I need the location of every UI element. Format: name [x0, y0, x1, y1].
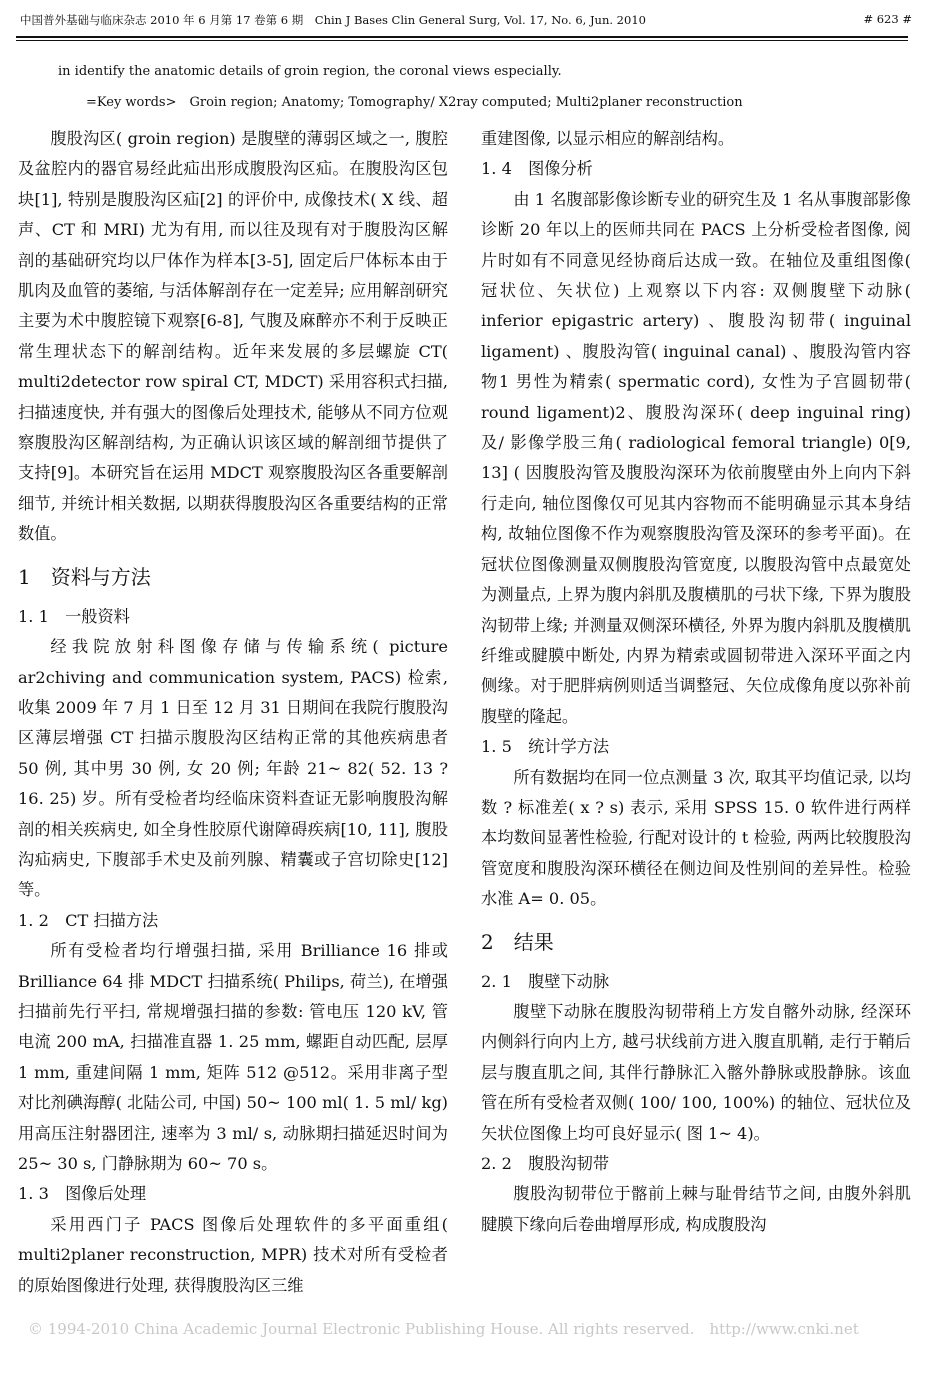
general-data-paragraph: 经我院放射科图像存储与传输系统( picture ar2chiving and communication system, PACS) 检索, 收集 2009 年 7 月 1 日至 12 月 31 日期间在我院行腹股沟区薄层增强 CT 扫描示腹股沟区结构正常的其他疾病患者 50 例, 其中男 30 例, 女 20 例; 年龄 21~ 82( 52. 13 ? 16. 25) 岁。所有受检者均经临床资料查证无影响腹股沟解剖的相关疾病史, 如全身性胶原代谢障碍疾病[10, 11], 腹股沟疝病史, 下腹部手术史及前列腺、精囊或子宫切除史[12] 等。 — [18, 637, 448, 900]
header-journal-info: 中国普外基础与临床杂志 2010 年 6 月第 17 卷第 6 期 Chin J Bases Clin General Surg, Vol. 17, No. 6, Jun. 2010 — [20, 13, 646, 27]
subsection-heading-inferior-epigastric-artery: 2. 1 腹壁下动脉 — [481, 971, 610, 991]
inferior-epigastric-artery-paragraph: 腹壁下动脉在腹股沟韧带稍上方发自髂外动脉, 经深环内侧斜行向内上方, 越弓状线前方进入腹直肌鞘, 走行于鞘后层与腹直肌之间, 其伴行静脉汇入髂外静脉或股静脉。该血管在所有受检者双侧( 100/ 100, 100%) 的轴位、冠状位及矢状位图像上均可良好显示( 图 1~ 4)。 — [481, 1001, 911, 1143]
subsection-heading-image-analysis: 1. 4 图像分析 — [481, 159, 593, 179]
abstract-tail: in identify the anatomic details of groin region, the coronal views especially. — [58, 64, 562, 79]
header-page-number: # 623 # — [863, 12, 912, 26]
right-column — [481, 124, 911, 1240]
subsection-heading-ct-scan: 1. 2 CT 扫描方法 — [18, 910, 159, 930]
statistics-paragraph: 所有数据均在同一位点测量 3 次, 取其平均值记录, 以均数 ? 标准差( x ? s) 表示, 采用 SPSS 15. 0 软件进行两样本均数间显著性检验, 行配对设计的 t 检验, 两两比较腹股沟管宽度和腹股沟深环横径在侧边间及性别间的差异性。检验水准 A= 0. 05。 — [481, 767, 911, 909]
subsection-heading-post-processing: 1. 3 图像后处理 — [18, 1184, 147, 1204]
subsection-heading-general-data: 1. 1 一般资料 — [18, 606, 130, 626]
running-header — [20, 12, 912, 28]
inguinal-ligament-paragraph: 腹股沟韧带位于髂前上棘与耻骨结节之间, 由腹外斜肌腱膜下缘向后卷曲增厚形成, 构成腹股沟 — [481, 1184, 911, 1234]
copyright-watermark: © 1994-2010 China Academic Journal Electronic Publishing House. All rights reserved. http://www.cnki.net — [28, 1320, 859, 1338]
subsection-heading-statistics: 1. 5 统计学方法 — [481, 737, 610, 757]
ct-scan-paragraph: 所有受检者均行增强扫描, 采用 Brilliance 16 排或 Brilliance 64 排 MDCT 扫描系统( Philips, 荷兰), 在增强扫描前先行平扫, 常规增强扫描的参数: 管电压 120 kV, 管电流 200 mA, 扫描准直器 1. 25 mm, 螺距自动匹配, 层厚 1 mm, 重建间隔 1 mm, 矩阵 512 @512。采用非离子型对比剂碘海醇( 北陆公司, 中国) 50~ 100 ml( 1. 5 ml/ kg) 用高压注射器团注, 速率为 3 ml/ s, 动脉期扫描延迟时间为 25~ 30 s, 门静脉期为 60~ 70 s。 — [18, 941, 448, 1173]
intro-paragraph: 腹股沟区( groin region) 是腹壁的薄弱区域之一, 腹腔及盆腔内的器官易经此疝出形成腹股沟区疝。在腹股沟区包块[1], 特别是腹股沟区疝[2] 的评价中, 成像技术( X 线、超声、CT 和 MRI) 尤为有用, 而以往及现有对于腹股沟区解剖的基础研究均以尸体作为样本[3-5], 固定后尸体标本由于肌肉及血管的萎缩, 与活体解剖存在一定差异; 应用解剖研究主要为术中腹腔镜下观察[6-8], 气腹及麻醉亦不利于反映正常生理状态下的解剖结构。近年来发展的多层螺旋 CT( multi2detector row spiral CT, MDCT) 采用容积式扫描, 扫描速度快, 并有强大的图像后处理技术, 能够从不同方位观察腹股沟区解剖结构, 为正确认识该区域的解剖细节提供了支持[9]。本研究旨在运用 MDCT 观察腹股沟区各重要解剖细节, 并统计相关数据, 以期获得腹股沟区各重要结构的正常数值。 — [18, 129, 448, 544]
subsection-heading-inguinal-ligament: 2. 2 腹股沟韧带 — [481, 1154, 610, 1173]
continuation-paragraph: 重建图像, 以显示相应的解剖结构。 — [481, 129, 735, 148]
left-column — [18, 124, 448, 1301]
image-analysis-paragraph: 由 1 名腹部影像诊断专业的研究生及 1 名从事腹部影像诊断 20 年以上的医师共同在 PACS 上分析受检者图像, 阅片时如有不同意见经协商后达成一致。在轴位及重组图像( 冠状位、矢状位) 上观察以下内容: 双侧腹壁下动脉( inferior epigastric artery) 、腹股沟韧带( inguinal ligament) 、腹股沟管( inguinal canal) 、腹股沟管内容物1 男性为精索( spermatic cord), 女性为子宫圆韧带( round ligament)2、腹股沟深环( deep inguinal ring) 及/ 影像学股三角( radiological femoral triangle) 0[9, 13] ( 因腹股沟管及腹股沟深环为依前腹壁由外上向内下斜行走向, 轴位图像仅可见其内容物而不能明确显示其本身结构, 故轴位图像不作为观察腹股沟管及深环的参考平面)。在冠状位图像测量双侧腹股沟管宽度, 以腹股沟管中点最宽处为测量点, 上界为腹内斜肌及腹横肌的弓状下缘, 下界为腹股沟韧带上缘; 并测量双侧深环横径, 外界为腹内斜肌及腹横肌纤维或腱膜中断处, 内界为精索或圆韧带进入深环平面之内侧缘。对于肥胖病例则适当调整冠、矢位成像角度以弥补前腹壁的隆起。 — [481, 189, 911, 726]
section-heading-methods: 1 资料与方法 — [18, 564, 151, 589]
header-rule — [16, 36, 908, 41]
post-processing-paragraph: 采用西门子 PACS 图像后处理软件的多平面重组( multi2planer reconstruction, MPR) 技术对所有受检者的原始图像进行处理, 获得腹股沟区三维 — [18, 1214, 448, 1295]
keywords-line: =Key words> Groin region; Anatomy; Tomography/ X2ray computed; Multi2planer reconstruction — [86, 95, 743, 110]
section-heading-results: 2 结果 — [481, 929, 554, 954]
